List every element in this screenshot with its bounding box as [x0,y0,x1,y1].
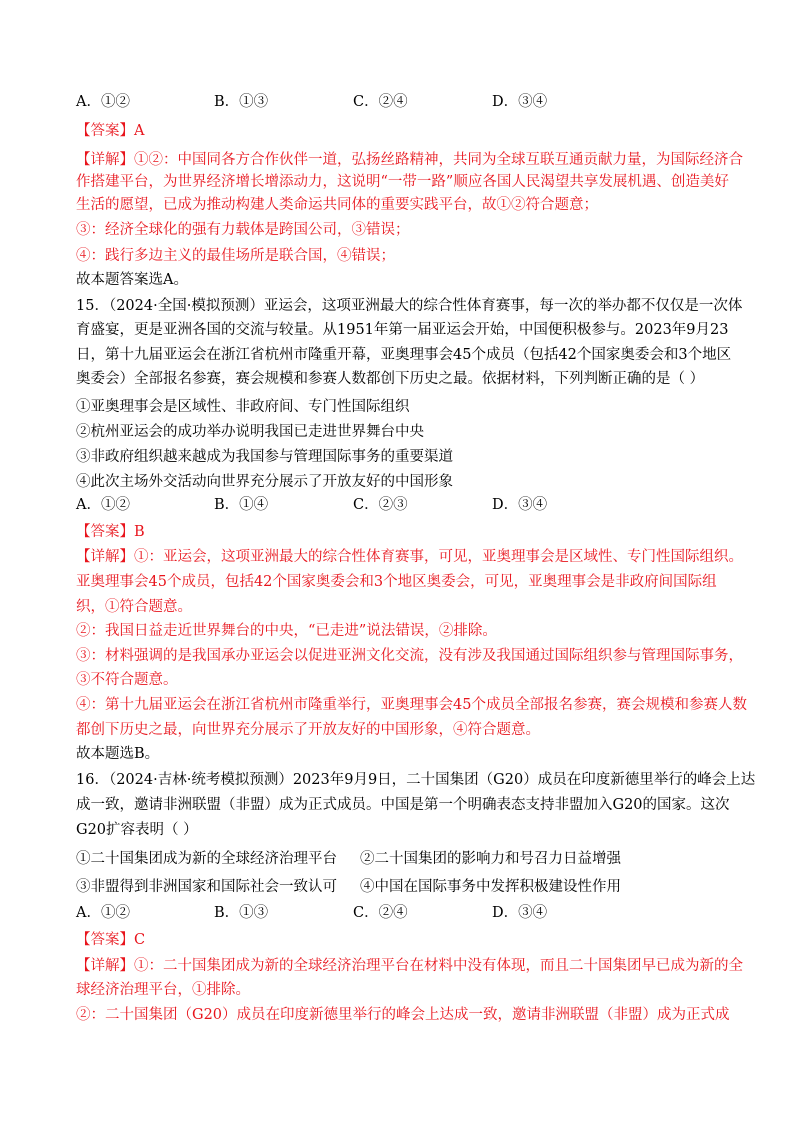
q15-detail-line: 【详解】①：亚运会，这项亚洲最大的综合性体育赛事，可见，亚奥理事会是区域性、专门性国际组织。 [76,549,743,565]
q16-stem-line: G20扩容表明（ ） [76,822,198,838]
q15-stem-line: 奥委会）全部报名参赛，赛会规模和参赛人数都创下历史之最。依据材料，下列判断正确的是（ ） [76,371,705,387]
option-c: C．②③ [353,497,408,513]
q15-detail-line: ②：我国日益走近世界舞台的中央，“已走进”说法错误，②排除。 [76,623,497,639]
q15-detail-line: ③不符合题意。 [76,672,178,688]
q16-stem-line: 成一致，邀请非洲联盟（非盟）成为正式成员。中国是第一个明确表态支持非盟加入G20的国家。这次 [76,797,730,813]
option-b: B．①④ [214,497,269,513]
q16-statement: ②二十国集团的影响力和号召力日益增强 [360,851,621,867]
option-d: D．③④ [492,905,548,921]
option-b: B．①③ [214,905,269,921]
option-a: A．①② [76,905,130,921]
q14-detail-line: 生活的愿望，已成为推动构建人类命运共同体的重要实践平台，故①②符合题意； [76,197,598,213]
q15-detail-line: ③：材料强调的是我国承办亚运会以促进亚洲文化交流，没有涉及我国通过国际组织参与管理国际事务， [76,648,743,664]
option-d: D．③④ [492,497,548,513]
q15-options [76,495,726,515]
option-c: C．②④ [353,94,408,110]
q15-statement: ③非政府组织越来越成为我国参与管理国际事务的重要渠道 [76,449,453,465]
q15-conclusion: 故本题选B。 [76,746,160,762]
q16-statement-row [76,877,726,897]
q16-options [76,903,726,923]
q14-options [76,92,726,112]
q16-answer: 【答案】C [76,932,146,948]
q15-stem-line: 15．（2024·全国·模拟预测）亚运会，这项亚洲最大的综合性体育赛事，每一次的举办都不仅仅是一次体 [76,298,743,314]
option-d: D．③④ [492,94,548,110]
q14-detail-line: 作搭建平台，为世界经济增长增添动力，这说明“一带一路”顺应各国人民渴望共享发展机遇、创造美好 [76,174,729,190]
q14-answer: 【答案】A [76,123,145,139]
q16-detail-line: 球经济治理平台，①排除。 [76,982,250,998]
q15-statement: ①亚奥理事会是区域性、非政府间、专门性国际组织 [76,399,410,415]
q14-detail-line: ④：践行多边主义的最佳场所是联合国，④错误； [76,248,395,264]
q15-stem-line: 育盛宴，更是亚洲各国的交流与较量。从1951年第一届亚运会开始，中国便积极参与。2023年9月23 [76,322,729,338]
q15-detail-line: 亚奥理事会45个成员，包括42个国家奥委会和3个地区奥委会，可见，亚奥理事会是非政府间国际组 [76,574,717,590]
q15-answer: 【答案】B [76,524,145,540]
option-a: A．①② [76,94,130,110]
q16-stem-line: 16．（2024·吉林·统考模拟预测）2023年9月9日，二十国集团（G20）成员在印度新德里举行的峰会上达 [76,772,756,788]
q14-detail-line: 【详解】①②：中国同各方合作伙伴一道，弘扬丝路精神，共同为全球互联互通贡献力量，为国际经济合 [76,152,743,168]
q15-detail-line: ④：第十九届亚运会在浙江省杭州市隆重举行，亚奥理事会45个成员全部报名参赛，赛会规模和参赛人数 [76,697,747,713]
q14-detail-line: ③：经济全球化的强有力载体是跨国公司，③错误； [76,222,410,238]
option-b: B．①③ [214,94,269,110]
q16-statement-row [76,849,726,869]
q16-detail-line: 【详解】①：二十国集团成为新的全球经济治理平台在材料中没有体现，而且二十国集团早已成为新的全 [76,958,743,974]
option-c: C．②④ [353,905,408,921]
q15-statement: ②杭州亚运会的成功举办说明我国已走进世界舞台中央 [76,424,424,440]
q15-statement: ④此次主场外交活动向世界充分展示了开放友好的中国形象 [76,474,453,490]
q15-detail-line: 织，①符合题意。 [76,599,192,615]
q15-stem-line: 日，第十九届亚运会在浙江省杭州市隆重开幕，亚奥理事会45个成员（包括42个国家奥委会和3个地区 [76,347,732,363]
q14-conclusion: 故本题答案选A。 [76,272,188,288]
q16-statement: ①二十国集团成为新的全球经济治理平台 [76,851,337,867]
q16-statement: ④中国在国际事务中发挥积极建设性作用 [360,879,621,895]
option-a: A．①② [76,497,130,513]
q16-statement: ③非盟得到非洲国家和国际社会一致认可 [76,879,337,895]
q16-detail-line: ②：二十国集团（G20）成员在印度新德里举行的峰会上达成一致，邀请非洲联盟（非盟）成为正式成 [76,1007,730,1023]
q15-detail-line: 都创下历史之最，向世界充分展示了开放友好的中国形象，④符合题意。 [76,722,540,738]
